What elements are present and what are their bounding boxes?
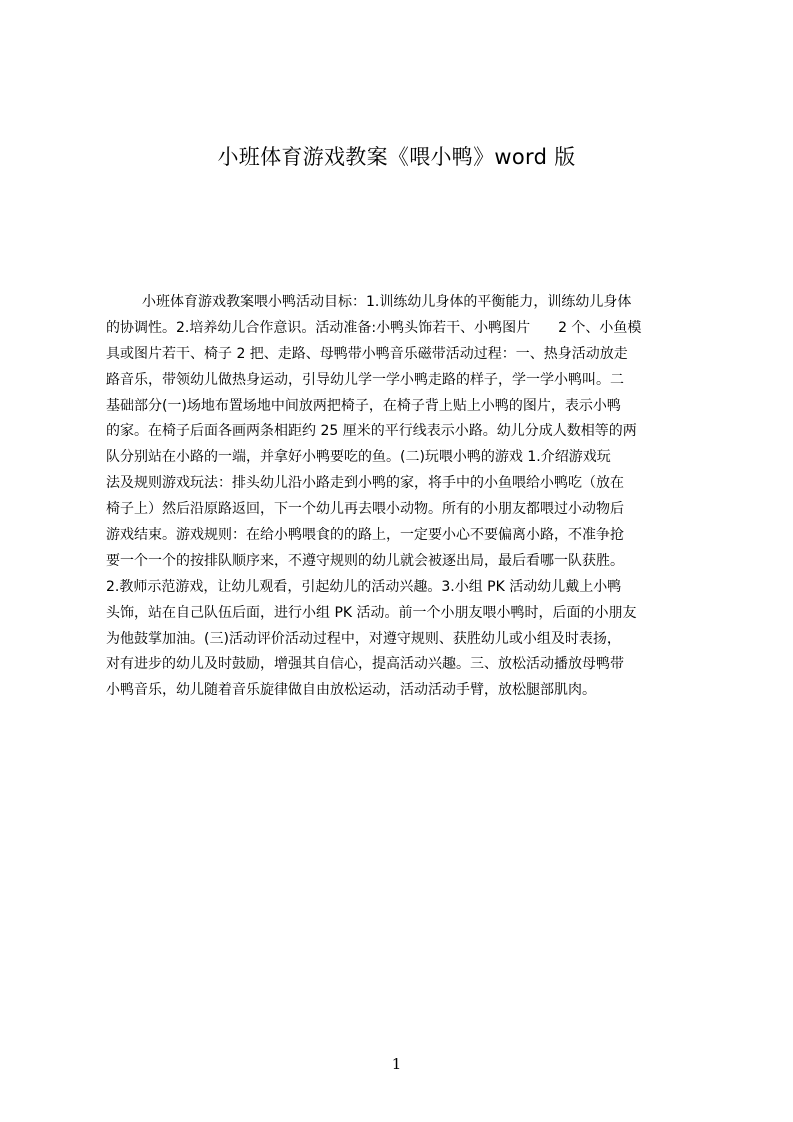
text-line: 对有进步的幼儿及时鼓励，增强其自信心，提高活动兴趣。三、放松活动播放母鸭带 xyxy=(106,656,624,673)
text-line: 头饰，站在自己队伍后面，进行小组 PK 活动。前一个小朋友喂小鸭时，后面的小朋友 xyxy=(106,604,637,621)
text-line: 队分别站在小路的一端，并拿好小鸭要吃的鱼。(二)玩喂小鸭的游戏 1.介绍游戏玩 xyxy=(106,449,611,466)
text-line: 游戏结束。游戏规则：在给小鸭喂食的的路上，一定要小心不要偏离小路，不准争抢 xyxy=(106,527,624,544)
text-line: 具或图片若干、椅子 2 把、走路、母鸭带小鸭音乐磁带活动过程：一、热身活动放走 xyxy=(106,345,628,362)
text-line: 的协调性。2.培养幼儿合作意识。活动准备:小鸭头饰若干、小鸭图片 2 个、小鱼模 xyxy=(106,319,642,336)
text-line: 为他鼓掌加油。(三)活动评价活动过程中，对遵守规则、获胜幼儿或小组及时表扬， xyxy=(106,630,621,647)
text-line: 椅子上）然后沿原路返回，下一个幼儿再去喂小动物。所有的小朋友都喂过小动物后 xyxy=(106,501,624,518)
text-line: 要一个一个的按排队顺序来，不遵守规则的幼儿就会被逐出局，最后看哪一队获胜。 xyxy=(106,552,624,569)
text-line: 基础部分(一)场地布置场地中间放两把椅子，在椅子背上贴上小鸭的图片，表示小鸭 xyxy=(106,397,621,414)
page-number: 1 xyxy=(391,1055,402,1073)
text-line: 小鸭音乐，幼儿随着音乐旋律做自由放松运动，活动活动手臂，放松腿部肌肉。 xyxy=(106,682,596,699)
text-line: 2.教师示范游戏，让幼儿观看，引起幼儿的活动兴趣。3.小组 PK 活动幼儿戴上小鸭 xyxy=(106,578,622,595)
document-title: 小班体育游戏教案《喂小鸭》word 版 xyxy=(217,145,576,169)
text-line: 路音乐，带领幼儿做热身运动，引导幼儿学一学小鸭走路的样子，学一学小鸭叫。二 xyxy=(106,371,624,388)
text-line: 的家。在椅子后面各画两条相距约 25 厘米的平行线表示小路。幼儿分成人数相等的两 xyxy=(106,423,637,440)
body-paragraph xyxy=(106,290,698,704)
text-line: 法及规则游戏玩法：排头幼儿沿小路走到小鸭的家，将手中的小鱼喂给小鸭吃（放在 xyxy=(106,475,624,492)
text-line: 小班体育游戏教案喂小鸭活动目标：1.训练幼儿身体的平衡能力，训练幼儿身体 xyxy=(142,294,632,310)
